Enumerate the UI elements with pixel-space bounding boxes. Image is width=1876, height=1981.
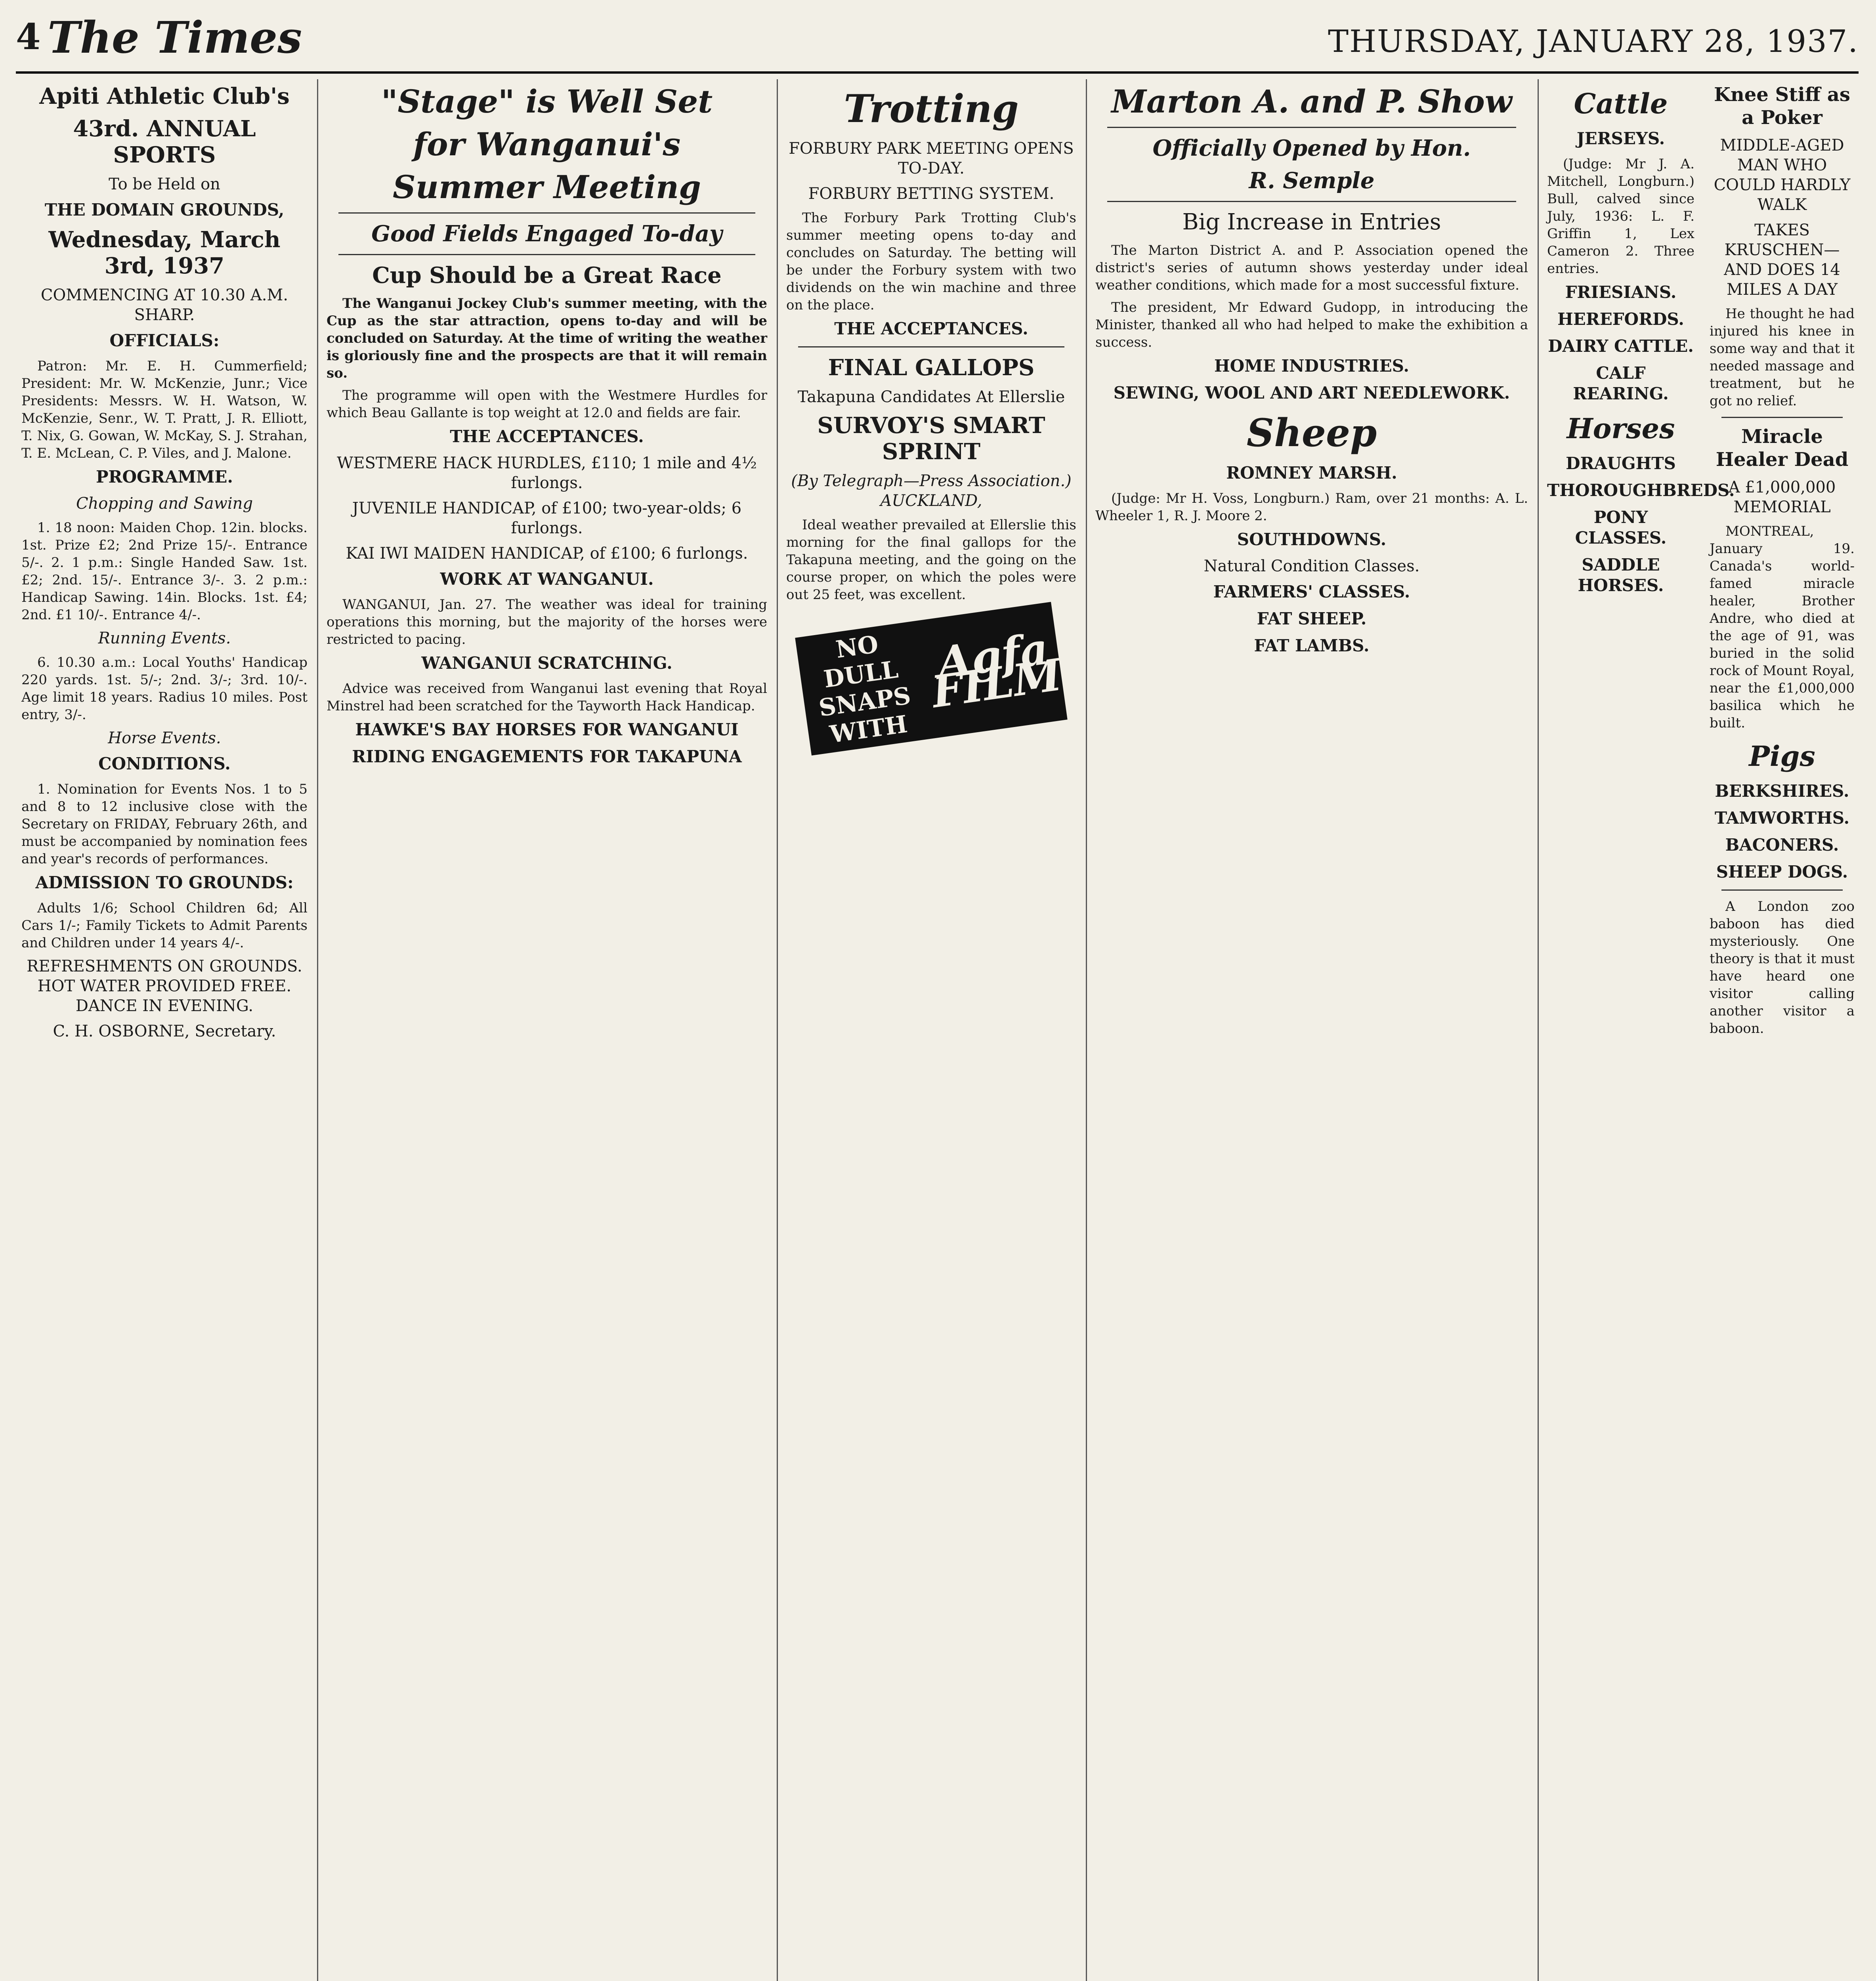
divider: [338, 212, 755, 214]
divider: [798, 346, 1064, 347]
miracle-subheading: A £1,000,000 MEMORIAL: [1728, 478, 1836, 516]
section-heading: RIDING ENGAGEMENTS FOR TAKAPUNA: [352, 747, 742, 766]
section-heading: HEREFORDS.: [1557, 309, 1684, 329]
headline: for Wanganui's: [413, 126, 681, 163]
survoy-heading: SURVOY'S SMART SPRINT: [817, 412, 1045, 465]
running-text: 6. 10.30 a.m.: Local Youths' Handicap 220 yards. 1st. 5/-; 2nd. 3/-; 3rd. 10/-. Age limit 18 years. Radius 10 miles. Post entry, 3/-.: [21, 655, 308, 723]
miracle-headline: Miracle Healer Dead: [1716, 426, 1849, 471]
column-rule: [1538, 79, 1539, 1981]
race-heading: KAI IWI MAIDEN HANDICAP, of £100; 6 furlongs.: [346, 544, 748, 563]
ad-text: He thought he had injured his knee in some way and that it needed massage and treatment, but he got no relief.: [1710, 306, 1855, 409]
section-heading: FRIESIANS.: [1565, 282, 1677, 302]
lead-paragraph: The Marton District A. and P. Association opened the district's series of autumn shows yesterday under ideal weather conditions, which made for a most successful fixture.: [1095, 242, 1528, 293]
section-heading: THOROUGHBREDS.: [1547, 481, 1735, 500]
column-misc: [1704, 79, 1860, 1981]
section-heading: JERSEYS.: [1576, 129, 1665, 148]
section-title: Trotting: [844, 86, 1019, 131]
ad-headline: Knee Stiff as a Poker: [1714, 84, 1850, 129]
ad-brand: Agfa FILM: [928, 622, 1065, 718]
baboon-text: A London zoo baboon has died mysteriously. One theory is that it must have heard one visitor calling another visitor a baboon.: [1710, 899, 1855, 1036]
section-heading: CONDITIONS.: [98, 754, 231, 773]
column-show: [1090, 79, 1534, 1981]
gallops-heading: FINAL GALLOPS: [828, 355, 1035, 381]
section-heading: FAT LAMBS.: [1254, 636, 1370, 655]
ad-title: 43rd. ANNUAL SPORTS: [73, 116, 256, 168]
section-heading: PONY CLASSES.: [1575, 508, 1667, 548]
refreshments-text: REFRESHMENTS ON GROUNDS. HOT WATER PROVIDED FREE. DANCE IN EVENING.: [27, 957, 302, 1015]
headline: "Stage" is Well Set: [381, 83, 713, 120]
column-rule: [777, 79, 778, 1981]
section-heading: OFFICIALS:: [109, 331, 220, 350]
ad-subheading: TAKES KRUSCHEN—AND DOES 14 MILES A DAY: [1724, 221, 1840, 299]
section-subheading: Horse Events.: [108, 729, 221, 747]
column-cattle: [1542, 79, 1735, 1981]
section-heading: SOUTHDOWNS.: [1237, 530, 1387, 549]
section-heading: BERKSHIRES.: [1715, 781, 1849, 801]
sub-heading: FORBURY BETTING SYSTEM.: [808, 185, 1055, 203]
section-heading: HOME INDUSTRIES.: [1214, 356, 1410, 376]
body-paragraph: The Forbury Park Trotting Club's summer meeting opens to-day and concludes on Saturday. The betting will be under the Forbury system with two dividends on the win machine and three on the place.: [786, 210, 1076, 313]
ad-time: COMMENCING AT 10.30 A.M. SHARP.: [40, 286, 288, 324]
divider: [338, 254, 755, 255]
section-heading: BACONERS.: [1725, 835, 1839, 855]
scratching-text: Advice was received from Wanganui last evening that Royal Minstrel had been scratched for the Tayworth Hack Handicap.: [327, 681, 767, 714]
programme-text: 1. 18 noon: Maiden Chop. 12in. blocks. 1st. Prize £2; 2nd Prize 15/-. Entrance 5/-. 2. 1 p.m.: Single Handed Saw. 1st. £2; 2nd. 15/-. Entrance 3/-. 3. 2 p.m.: Handicap Sawing. 14in. Blocks. 1st. £4; 2nd. £1 10/-. Entrance 4/-.: [21, 520, 308, 623]
subdeck: Cup Should be a Great Race: [372, 262, 722, 288]
ad-subheading: MIDDLE-AGED MAN WHO COULD HARDLY WALK: [1714, 136, 1851, 214]
section-title: Horses: [1567, 412, 1675, 445]
body-paragraph: The president, Mr Edward Gudopp, in introducing the Minister, thanked all who had helped to make the exhibition a success.: [1095, 300, 1528, 350]
romney-text: (Judge: Mr H. Voss, Longburn.) Ram, over 21 months: A. L. Wheeler 1, R. J. Moore 2.: [1095, 490, 1528, 524]
agfa-ad: [795, 602, 1067, 756]
masthead: [16, 12, 1859, 74]
admission-text: Adults 1/6; School Children 6d; All Cars 1/-; Family Tickets to Admit Parents and Children under 14 years 4/-.: [21, 900, 308, 951]
section-heading: SEWING, WOOL AND ART NEEDLEWORK.: [1113, 383, 1510, 403]
body-paragraph: The programme will open with the Westmere Hurdles for which Beau Gallante is top weight at 12.0 and fields are fair.: [327, 387, 767, 421]
section-heading: DRAUGHTS: [1566, 454, 1676, 473]
section-heading: FAT SHEEP.: [1257, 609, 1367, 628]
column-rule: [1086, 79, 1087, 1981]
section-heading: PROGRAMME.: [96, 467, 233, 487]
deck: R. Semple: [1249, 168, 1375, 194]
section-heading: THE ACCEPTANCES.: [834, 319, 1028, 338]
divider: [1107, 201, 1516, 202]
divider: [1107, 127, 1516, 128]
ad-line: To be Held on: [109, 175, 220, 193]
section-heading: THE ACCEPTANCES.: [450, 427, 644, 446]
gallops-subheading: Takapuna Candidates At Ellerslie: [797, 388, 1065, 406]
section-subheading: Running Events.: [98, 629, 231, 647]
section-heading: TAMWORTHS.: [1714, 808, 1850, 828]
ad-line: THE DOMAIN GROUNDS,: [44, 200, 285, 219]
race-heading: JUVENILE HANDICAP, of £100; two-year-olds; 6 furlongs.: [352, 499, 742, 537]
section-heading: ROMNEY MARSH.: [1226, 463, 1397, 483]
officials-text: Patron: Mr. E. H. Cummerfield; President: Mr. W. McKenzie, Junr.; Vice Presidents: Messrs. W. H. Watson, W. McKenzie, Senr., W. T. Pratt, J. R. Elliott, T. Nix, G. Gowan, W. McKay, S. J. Strahan, T. E. McLean, C. P. Viles, and J. Malone.: [21, 358, 308, 461]
section-heading: WORK AT WANGANUI.: [440, 569, 654, 589]
column-wanganui: [321, 79, 773, 1981]
page-number: 4: [16, 16, 41, 58]
paper-name: The Times: [48, 12, 302, 63]
race-heading: WESTMERE HACK HURDLES, £110; 1 mile and 4½ furlongs.: [337, 454, 757, 492]
ad-title: Apiti Athletic Club's: [39, 83, 290, 109]
section-heading: HAWKE'S BAY HORSES FOR WANGANUI: [355, 720, 739, 739]
section-heading: SADDLE HORSES.: [1578, 555, 1664, 595]
sub-heading: Natural Condition Classes.: [1204, 557, 1420, 575]
section-heading: ADMISSION TO GROUNDS:: [35, 873, 294, 892]
sub-heading: FORBURY PARK MEETING OPENS TO-DAY.: [789, 139, 1074, 177]
column-trotting: [781, 79, 1082, 1981]
signature: C. H. OSBORNE, Secretary.: [53, 1022, 276, 1040]
headline: Marton A. and P. Show: [1111, 83, 1512, 120]
miracle-text: MONTREAL, January 19. Canada's world-famed miracle healer, Brother Andre, who died at the age of 91, was buried in the solid rock of Mount Royal, near the £1,000,000 basilica which he built.: [1710, 523, 1855, 731]
conditions-text: 1. Nomination for Events Nos. 1 to 5 and 8 to 12 inclusive close with the Secretary on FRIDAY, February 26th, and must be accompanied by nomination fees and year's records of performances.: [21, 781, 308, 867]
section-heading: FARMERS' CLASSES.: [1213, 582, 1410, 601]
deck: Officially Opened by Hon.: [1152, 135, 1471, 161]
divider: [1721, 417, 1843, 418]
subdeck: Big Increase in Entries: [1182, 209, 1441, 235]
section-title: Cattle: [1574, 87, 1668, 120]
section-subheading: Chopping and Sawing: [76, 494, 253, 513]
issue-date: THURSDAY, JANUARY 28, 1937.: [1328, 24, 1859, 59]
jerseys-text: (Judge: Mr J. A. Mitchell, Longburn.) Bull, calved since July, 1936: L. F. Griffin 1, Lex Cameron 2. Three entries.: [1547, 156, 1695, 277]
section-heading: WANGANUI SCRATCHING.: [421, 653, 672, 673]
survoy-byline: (By Telegraph—Press Association.) AUCKLAND,: [791, 472, 1072, 510]
lead-paragraph: The Wanganui Jockey Club's summer meeting, with the Cup as the star attraction, opens to-day and will be concluded on Saturday. At the time of writing the weather is gloriously fine and the prospects are that it will remain so.: [327, 296, 767, 381]
section-title: Pigs: [1749, 740, 1815, 773]
section-title: Sheep: [1246, 410, 1377, 455]
section-heading: CALF REARING.: [1573, 363, 1669, 403]
ad-date: Wednesday, March 3rd, 1937: [48, 227, 281, 279]
headline: Summer Meeting: [393, 168, 701, 206]
divider: [1721, 889, 1843, 891]
survoy-text: Ideal weather prevailed at Ellerslie this morning for the final gallops for the Takapuna meeting, and the going on the course proper, on which the poles were out 25 feet, was excellent.: [786, 517, 1076, 603]
section-heading: DAIRY CATTLE.: [1548, 336, 1694, 356]
section-heading: SHEEP DOGS.: [1716, 862, 1848, 882]
column-rule: [317, 79, 318, 1981]
column-sports-ad: [16, 79, 313, 1981]
work-text: WANGANUI, Jan. 27. The weather was ideal for training operations this morning, but the majority of the horses were restricted to pacing.: [327, 597, 767, 647]
ad-text: NO DULL SNAPS WITH: [817, 630, 913, 749]
deck: Good Fields Engaged To-day: [371, 221, 722, 247]
